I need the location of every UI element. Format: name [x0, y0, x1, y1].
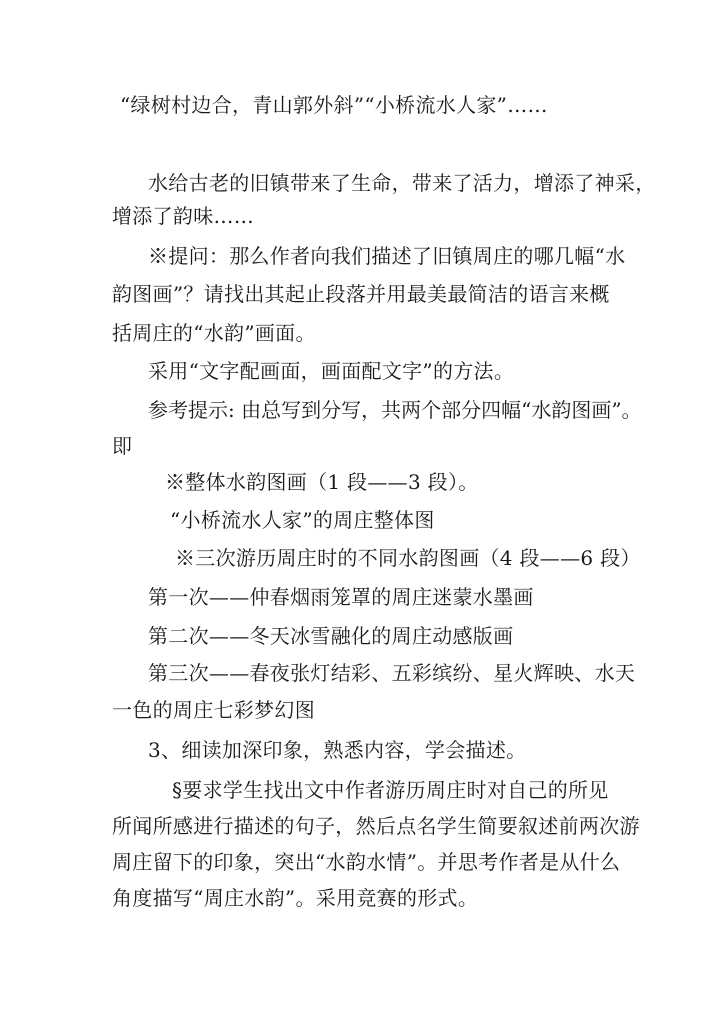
text-line-19: 所闻所感进行描述的句子，然后点名学生简要叙述前两次游 — [112, 814, 640, 838]
text-line-21: 角度描写“周庄水韵”。采用竞赛的形式。 — [112, 886, 479, 910]
text-line-16: 一色的周庄七彩梦幻图 — [112, 698, 315, 722]
text-line-13: 第一次——仲春烟雨笼罩的周庄迷蒙水墨画 — [148, 585, 534, 609]
text-line-17: 3、细读加深印象，熟悉内容，学会描述。 — [148, 738, 527, 762]
text-line-10: ※整体水韵图画（1 段——3 段）。 — [165, 470, 479, 494]
text-line-1: “绿树村边合，青山郭外斜”“小桥流水人家”…… — [120, 93, 548, 117]
text-line-14: 第二次——冬天冰雪融化的周庄动感版画 — [148, 624, 514, 648]
text-line-9: 即 — [112, 434, 133, 458]
text-line-6: 括周庄的“水韵”画面。 — [112, 321, 316, 345]
text-line-18: §要求学生找出文中作者游历周庄时对自己的所见 — [172, 778, 609, 802]
text-line-8: 参考提示: 由总写到分写，共两个部分四幅“水韵图画”。 — [148, 398, 642, 422]
text-line-11: “小桥流水人家”的周庄整体图 — [170, 508, 435, 532]
text-line-4: ※提问：那么作者向我们描述了旧镇周庄的哪几幅“水 — [148, 244, 626, 268]
text-line-20: 周庄留下的印象，突出“水韵水情”。并思考作者是从什么 — [112, 850, 621, 874]
text-line-2: 水给古老的旧镇带来了生命，带来了活力，增添了神采， — [148, 171, 656, 195]
text-line-15: 第三次——春夜张灯结彩、五彩缤纷、星火辉映、水天 — [148, 661, 636, 685]
text-line-5: 韵图画”？请找出其起止段落并用最美最简洁的语言来概 — [112, 282, 610, 306]
text-line-3: 增添了韵味…… — [112, 204, 255, 228]
text-line-12: ※三次游历周庄时的不同水韵图画（4 段——6 段） — [175, 546, 641, 570]
text-line-7: 采用“文字配画面，画面配文字”的方法。 — [148, 359, 515, 383]
